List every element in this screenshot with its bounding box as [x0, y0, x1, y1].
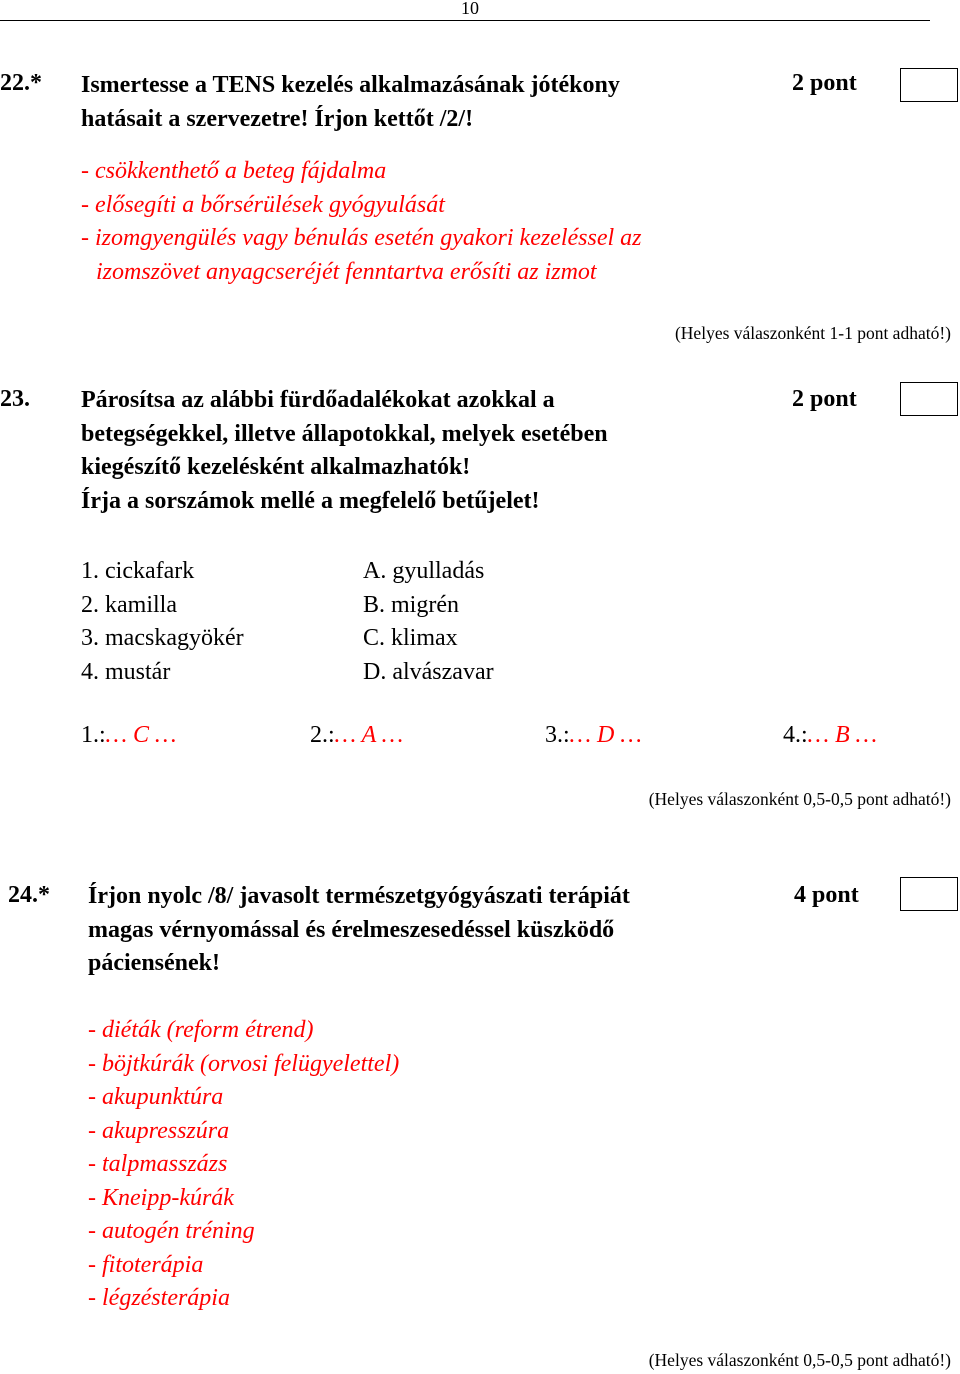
- answer-pair-3: [545, 722, 642, 749]
- answer-line: - talpmasszázs: [88, 1151, 228, 1177]
- answer-line: - diéták (reform étrend): [88, 1017, 314, 1043]
- condition-list: [363, 555, 494, 689]
- question-24-points: 4 pont: [794, 882, 859, 908]
- answer-line: - autogén tréning: [88, 1218, 255, 1244]
- question-22-text-line: hatásait a szervezetre! Írjon kettőt /2/!: [81, 105, 474, 132]
- question-24-answers: [88, 1014, 399, 1316]
- answer-line: - légzésterápia: [88, 1285, 230, 1311]
- list-item: 2. kamilla: [81, 591, 177, 618]
- question-24-text-line: Írjon nyolc /8/ javasolt természetgyógyászati terápiát: [88, 883, 630, 909]
- answer-line: - Kneipp-kúrák: [88, 1184, 234, 1211]
- answer-line: - csökkenthető a beteg fájdalma: [81, 158, 387, 184]
- question-23-number: 23.: [0, 386, 30, 412]
- list-item: 4. mustár: [81, 658, 171, 685]
- question-24-number: 24.*: [8, 882, 50, 908]
- answer-line: izomszövet anyagcseréjét fenntartva erősíti az izmot: [96, 258, 597, 285]
- pair-label: 3.:: [545, 722, 570, 748]
- question-23-text-line: Párosítsa az alábbi fürdőadalékokat azokkal a: [81, 387, 555, 413]
- answer-line: - böjtkúrák (orvosi felügyelettel): [88, 1050, 400, 1077]
- question-22-number: 22.*: [0, 70, 42, 96]
- answer-line: - akupresszúra: [88, 1117, 230, 1144]
- question-24-score-box[interactable]: [900, 877, 958, 911]
- answer-pair-1: [81, 722, 176, 749]
- question-22-text-line: Ismertesse a TENS kezelés alkalmazásának jótékony: [81, 72, 620, 98]
- answer-line: - elősegíti a bőrsérülések gyógyulását: [81, 191, 445, 218]
- question-22-answers: [81, 155, 642, 289]
- question-23-text: [81, 384, 608, 518]
- pair-value: … B …: [807, 722, 878, 748]
- pair-value: … C …: [105, 722, 177, 748]
- question-24-text-line: páciensének!: [88, 950, 220, 976]
- question-22-text: [81, 69, 620, 136]
- header-rule: [0, 20, 930, 21]
- answer-pair-4: [783, 722, 877, 749]
- question-22-score-box[interactable]: [900, 68, 958, 102]
- question-24-text-line: magas vérnyomással és érelmeszesedéssel küszködő: [88, 916, 615, 943]
- answer-pair-2: [310, 722, 403, 749]
- list-item: 3. macskagyökér: [81, 625, 244, 651]
- question-22-points: 2 pont: [792, 70, 857, 96]
- list-item: C. klimax: [363, 625, 458, 651]
- question-23-scoring-note: (Helyes válaszonként 0,5-0,5 pont adható!): [648, 789, 951, 809]
- question-22-scoring-note: (Helyes válaszonként 1-1 pont adható!): [674, 323, 951, 343]
- answer-line: - akupunktúra: [88, 1084, 224, 1110]
- question-24-scoring-note: (Helyes válaszonként 0,5-0,5 pont adható!): [648, 1350, 951, 1370]
- page-number: 10: [461, 0, 479, 18]
- question-23-text-line: kiegészítő kezelésként alkalmazhatók!: [81, 454, 471, 480]
- list-item: B. migrén: [363, 591, 459, 618]
- list-item: D. alvászavar: [363, 658, 494, 685]
- question-23-text-line: betegségekkel, illetve állapotokkal, melyek esetében: [81, 420, 608, 447]
- pair-label: 1.:: [81, 722, 106, 748]
- pair-value: … D …: [569, 722, 642, 748]
- bath-additive-list: [81, 555, 244, 689]
- list-item: 1. cickafark: [81, 558, 195, 584]
- pair-label: 2.:: [310, 722, 335, 748]
- list-item: A. gyulladás: [363, 558, 485, 584]
- question-24-text: [88, 880, 630, 981]
- pair-value: … A …: [334, 722, 404, 748]
- question-23-text-line: Írja a sorszámok mellé a megfelelő betűjelet!: [81, 487, 540, 514]
- question-23-score-box[interactable]: [900, 382, 958, 416]
- pair-label: 4.:: [783, 722, 808, 748]
- answer-line: - izomgyengülés vagy bénulás esetén gyakori kezeléssel az: [81, 225, 642, 251]
- answer-line: - fitoterápia: [88, 1251, 204, 1278]
- question-23-points: 2 pont: [792, 386, 857, 412]
